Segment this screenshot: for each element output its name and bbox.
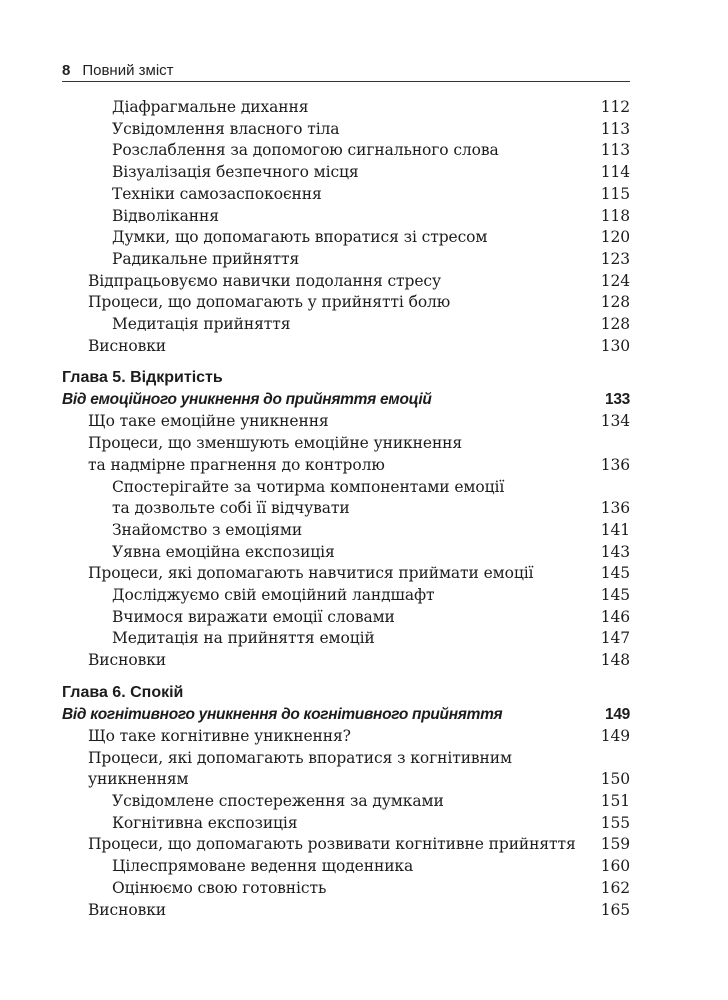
toc-entry-text: Усвідомлення власного тіла	[112, 119, 340, 138]
header-rule	[62, 81, 630, 82]
toc-entry-line	[62, 433, 630, 455]
toc-entry-text: Відволікання	[112, 206, 219, 225]
toc-entry-text: Візуалізація безпечного місця	[112, 163, 359, 182]
toc-entry-text: Висновки	[88, 336, 167, 355]
toc-entry-text: Техніки самозаспокоєння	[112, 184, 322, 203]
toc-entry-page: 160	[600, 857, 630, 876]
toc-entry	[62, 97, 630, 119]
chapter-5-page: 133	[605, 391, 630, 409]
toc-entry-page: 130	[600, 336, 630, 355]
toc-entry-page: 162	[600, 878, 630, 897]
toc-entry-text: Думки, що допомагають впоратися зі стресом	[112, 228, 488, 247]
toc-entry-page: 145	[600, 564, 630, 583]
toc-entry-page: 128	[600, 293, 630, 312]
toc-entry-page: 113	[600, 119, 630, 138]
toc-entry-page: 141	[600, 520, 630, 539]
toc-entry	[62, 769, 630, 791]
toc-entry	[62, 411, 630, 433]
toc-entry-text: Процеси, які допомагають впоратися з когнітивним	[88, 748, 512, 767]
toc-entry-page: 149	[600, 726, 630, 745]
toc-entry-text: Вчимося виражати емоції словами	[112, 607, 395, 626]
toc-entry-page: 151	[600, 791, 630, 810]
toc-entry	[62, 184, 630, 206]
toc-entry-text: Знайомство з емоціями	[112, 520, 303, 539]
toc-entry-text: Діафрагмальне дихання	[112, 98, 309, 116]
toc-entry-text: Процеси, що зменшують емоційне уникнення	[88, 434, 463, 453]
toc-entry-page: 124	[600, 271, 630, 290]
toc-entry-page: 136	[600, 499, 630, 518]
toc-entry-text: Спостерігайте за чотирма компонентами емоції	[112, 477, 505, 496]
chapter-6-entries	[62, 726, 630, 921]
toc-entry	[62, 206, 630, 228]
chapter-5-subtitle-row	[62, 389, 630, 411]
toc-entry-line	[62, 748, 630, 770]
toc-entry	[62, 563, 630, 585]
toc-entry	[62, 119, 630, 141]
toc-entry-text: Уявна емоційна експозиція	[112, 542, 335, 561]
toc-entry-text: Медитація на прийняття емоцій	[112, 629, 375, 648]
toc-entry	[62, 607, 630, 629]
toc-entry	[62, 650, 630, 672]
chapter-5-entries	[62, 411, 630, 671]
toc-entry-page: 123	[600, 249, 630, 268]
toc-entry-text: Медитація прийняття	[112, 315, 291, 334]
toc-entry	[62, 628, 630, 650]
toc-entry-page: 150	[600, 770, 630, 789]
toc-entry	[62, 162, 630, 184]
toc-entry	[62, 271, 630, 293]
toc-entry	[62, 878, 630, 900]
toc-entry-text: Процеси, що допомагають розвивати когнітивне прийняття	[88, 835, 576, 854]
toc-entry-text: уникненням	[88, 770, 189, 789]
toc-entry-text: та дозвольте собі її відчувати	[112, 499, 350, 518]
toc-entry-text: Висновки	[88, 900, 167, 919]
toc-entry	[62, 249, 630, 271]
toc-entry-page: 114	[600, 163, 630, 182]
toc-entry-page: 143	[600, 542, 630, 561]
toc-entry	[62, 813, 630, 835]
chapter-5-title: Глава 5. Відкритість	[62, 369, 223, 387]
toc-entry-text: Радикальне прийняття	[112, 249, 300, 268]
toc-entry-page: 120	[600, 228, 630, 247]
toc-entry	[62, 227, 630, 249]
toc-entry	[62, 314, 630, 336]
toc-entry-page: 146	[600, 607, 630, 626]
toc-entry	[62, 585, 630, 607]
toc-entry-page: 159	[600, 835, 630, 854]
header-title: Повний зміст	[82, 62, 174, 79]
table-of-contents	[62, 97, 630, 921]
toc-entry-text: Когнітивна експозиція	[112, 813, 298, 832]
toc-entry	[62, 455, 630, 477]
toc-entry-page: 145	[600, 586, 630, 605]
toc-entry-text: Що таке емоційне уникнення	[88, 412, 329, 431]
chapter-6-subtitle-row	[62, 704, 630, 726]
chapter-6-page: 149	[605, 705, 630, 723]
toc-entry-text: Висновки	[88, 651, 167, 670]
toc-entry-page: 136	[600, 455, 630, 474]
toc-entry	[62, 140, 630, 162]
toc-entry-page: 134	[600, 412, 630, 431]
chapter-6-subtitle: Від когнітивного уникнення до когнітивного прийняття	[62, 705, 503, 723]
toc-entry-page: 115	[600, 184, 630, 203]
toc-entry	[62, 292, 630, 314]
toc-section-continued	[62, 97, 630, 357]
toc-entry-page: 128	[600, 315, 630, 334]
chapter-5-subtitle: Від емоційного уникнення до прийняття емоцій	[62, 391, 432, 409]
toc-entry-text: Що таке когнітивне уникнення?	[88, 726, 351, 745]
toc-entry	[62, 520, 630, 542]
toc-entry-page: 155	[600, 813, 630, 832]
toc-entry-page: 112	[600, 98, 630, 116]
chapter-6-title: Глава 6. Спокій	[62, 683, 184, 701]
toc-entry-page: 113	[600, 141, 630, 160]
toc-entry	[62, 726, 630, 748]
toc-entry	[62, 900, 630, 922]
toc-entry	[62, 498, 630, 520]
toc-entry-line	[62, 477, 630, 499]
toc-entry	[62, 542, 630, 564]
toc-entry-text: Цілеспрямоване ведення щоденника	[112, 857, 414, 876]
toc-entry-text: Розслаблення за допомогою сигнального слова	[112, 141, 499, 160]
running-header	[62, 62, 630, 79]
toc-entry	[62, 856, 630, 878]
page-number: 8	[62, 62, 71, 79]
toc-entry-text: Усвідомлене спостереження за думками	[112, 791, 444, 810]
toc-entry-page: 165	[600, 900, 630, 919]
toc-entry-page: 148	[600, 651, 630, 670]
toc-entry-page: 118	[600, 206, 630, 225]
toc-entry	[62, 791, 630, 813]
toc-entry-text: Відпрацьовуємо навички подолання стресу	[88, 271, 442, 290]
toc-entry-text: Процеси, що допомагають у прийнятті болю	[88, 293, 451, 312]
toc-entry-page: 147	[600, 629, 630, 648]
toc-entry-text: та надмірне прагнення до контролю	[88, 455, 385, 474]
toc-entry-text: Оцінюємо свою готовність	[112, 878, 327, 897]
toc-entry-text: Досліджуємо свій емоційний ландшафт	[112, 586, 435, 605]
toc-entry	[62, 336, 630, 358]
toc-entry-text: Процеси, які допомагають навчитися приймати емоції	[88, 564, 534, 583]
toc-entry	[62, 834, 630, 856]
